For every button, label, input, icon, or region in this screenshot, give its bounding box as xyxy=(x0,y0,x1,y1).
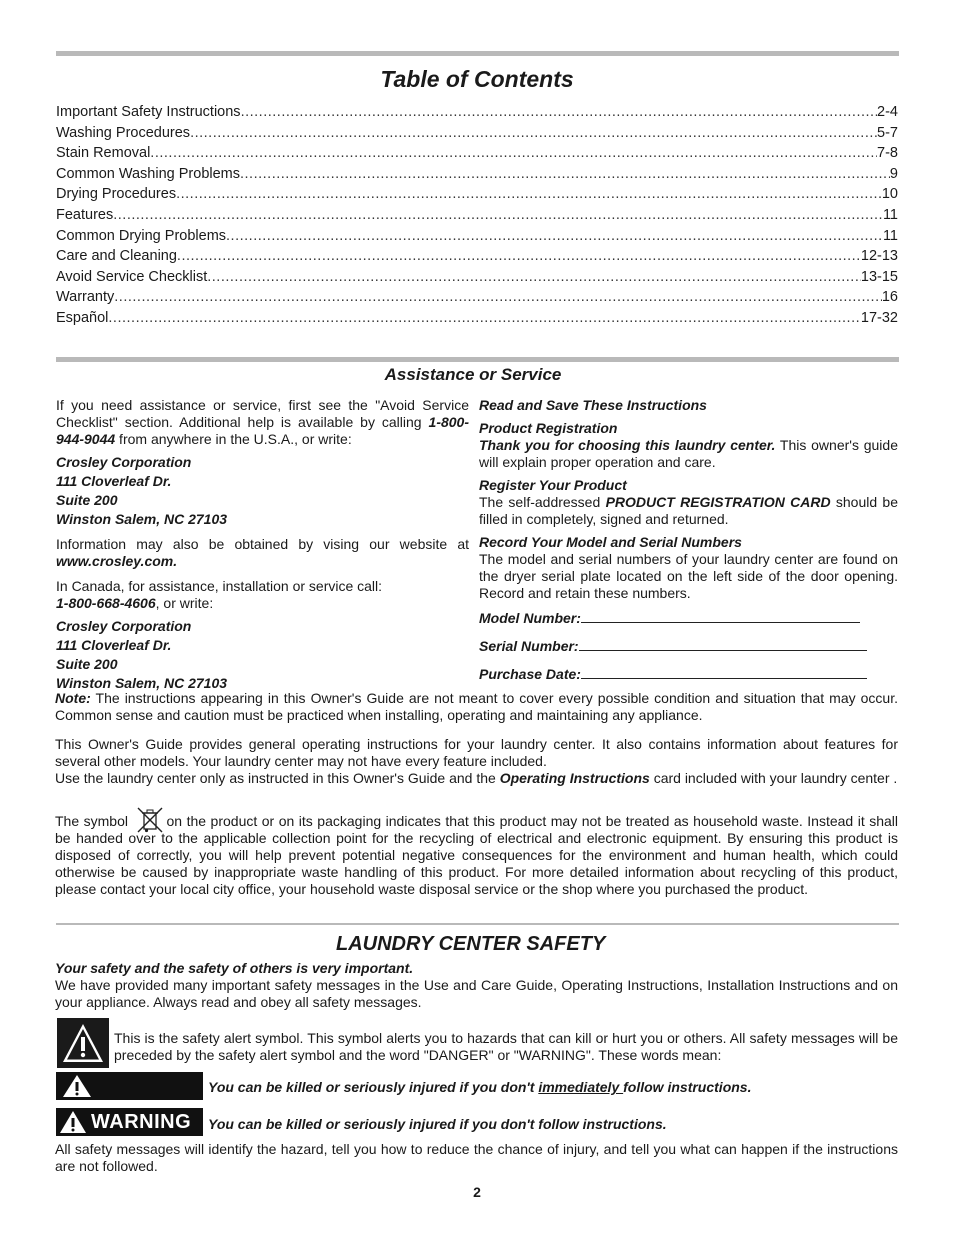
toc-entry-label: Common Drying Problems xyxy=(56,227,227,244)
toc-entry-page: 11 xyxy=(882,227,898,244)
recycling-paragraph: The symbol on the product or on its packaging indicates that this product may not be treated as household waste. Instead it shall be handed over to the applicable collection point for the recycling of electrical and electronic equipment. By ensuring this product is disposed of correctly, you will help prevent potential negative consequences for the environment and human health, which could otherwise be caused by inappropriate waste handling of this product. For more detailed information about recycling of this product, please contact your local city office, your household waste disposal service or the shop where you purchased the product. xyxy=(55,813,898,898)
toc-entry-label: Drying Procedures xyxy=(56,186,177,203)
toc-entry-page: 12-13 xyxy=(860,248,898,265)
toc-entry[interactable] xyxy=(56,145,898,166)
model-number-field[interactable]: Model Number: xyxy=(479,610,898,638)
safety-heading: LAUNDRY CENTER SAFETY xyxy=(336,933,606,955)
toc-entry-label: Avoid Service Checklist xyxy=(56,268,208,285)
canada-info: In Canada, for assistance, installation or service call: 1-800-668-4606, or write: xyxy=(56,578,383,611)
toc-entry-page: 16 xyxy=(881,289,898,306)
warning-label xyxy=(56,1108,203,1136)
warning-text: You can be killed or seriously injured if you don't follow instructions. xyxy=(208,1116,667,1132)
website-info: Information may also be obtained by vising our website at www.crosley.com. xyxy=(56,536,469,569)
us-phone-number[interactable]: 1-800-944-9044 xyxy=(56,414,469,447)
toc-entry[interactable] xyxy=(56,310,898,331)
assistance-left-column xyxy=(56,397,469,700)
toc-entry-page: 10 xyxy=(881,186,898,203)
toc-entry[interactable] xyxy=(56,248,898,269)
toc-entry-page: 11 xyxy=(882,206,898,223)
toc-entry-label: Features xyxy=(56,206,114,223)
assistance-heading: Assistance or Service xyxy=(384,365,562,384)
assistance-right-column xyxy=(479,397,898,690)
safety-rule xyxy=(56,923,899,925)
note-paragraph: Note: The instructions appearing in this Owner's Guide are not meant to cover every possible condition and situation that may occur. Common sense and caution must be practiced when installing, operating and maintaining any appliance. xyxy=(55,690,898,723)
canada-phone-number[interactable]: 1-800-668-4606 xyxy=(56,595,156,611)
warning-triangle-icon xyxy=(59,1110,87,1134)
toc-entry-page: 7-8 xyxy=(877,145,898,162)
read-save-heading: Read and Save These Instructions xyxy=(479,397,707,413)
toc-entry-label: Important Safety Instructions xyxy=(56,104,241,120)
toc-entry[interactable] xyxy=(56,289,898,310)
safety-alert-icon xyxy=(57,1018,109,1068)
toc-entry[interactable] xyxy=(56,228,898,249)
toc-entry[interactable] xyxy=(56,186,898,207)
serial-number-field[interactable]: Serial Number: xyxy=(479,638,898,666)
safety-subheading: Your safety and the safety of others is very important. xyxy=(55,960,414,976)
danger-label xyxy=(56,1072,203,1100)
purchase-date-field[interactable]: Purchase Date: xyxy=(479,666,898,690)
website-link[interactable]: www.crosley.com. xyxy=(56,553,178,569)
toc-list xyxy=(56,104,898,331)
toc-entry-page: 2-4 xyxy=(877,104,898,120)
safety-footer: All safety messages will identify the hazard, tell you how to reduce the chance of injury, and tell you what can happen if the instructions are not followed. xyxy=(55,1141,898,1174)
toc-entry[interactable] xyxy=(56,104,898,125)
top-rule xyxy=(56,51,899,56)
page-number: 2 xyxy=(473,1184,481,1200)
toc-entry-label: Common Washing Problems xyxy=(56,165,240,182)
us-address: Crosley Corporation 111 Cloverleaf Dr. Suite 200 Winston Salem, NC 27103 xyxy=(56,454,228,527)
toc-entry-page: 17-32 xyxy=(860,309,898,326)
toc-entry-label: Español xyxy=(56,309,109,326)
toc-entry-page: 9 xyxy=(889,165,898,182)
page-title: Table of Contents xyxy=(380,66,574,92)
canada-address: Crosley Corporation 111 Cloverleaf Dr. Suite 200 Winston Salem, NC 27103 xyxy=(56,618,228,691)
register-product: Register Your Product The self-addressed PRODUCT REGISTRATION CARD should be filled in completely, signed and returned. xyxy=(479,477,899,527)
danger-text: You can be killed or seriously injured if you don't immediately follow instructions. xyxy=(208,1079,752,1095)
toc-entry-label: Care and Cleaning xyxy=(56,248,177,265)
toc-entry[interactable] xyxy=(56,166,898,187)
toc-entry-label: Washing Procedures xyxy=(56,124,191,141)
toc-entry[interactable] xyxy=(56,269,898,290)
guide-paragraph: This Owner's Guide provides general operating instructions for your laundry center. It also contains information about features for several other models. Your laundry center may not have every feature included. Use the laundry center only as instructed in this Owner's Guide and the Operating Instructions card included with your laundry center . xyxy=(55,736,898,786)
section-rule xyxy=(56,357,899,362)
warning-triangle-icon xyxy=(62,1074,92,1098)
record-numbers: Record Your Model and Serial Numbers The model and serial numbers of your laundry center are found on the dryer serial plate located on the left side of the door opening. Record and retain these numbers. xyxy=(479,534,898,601)
toc-entry[interactable] xyxy=(56,207,898,228)
alert-explanation: This is the safety alert symbol. This symbol alerts you to hazards that can kill or hurt you or others. All safety messages will be preceded by the safety alert symbol and the word "DANGER" or "WARNING". These words mean: xyxy=(114,1030,898,1063)
safety-intro: We have provided many important safety messages in the Use and Care Guide, Operating Instructions, Installation Instructions and on your appliance. Always read and obey all safety messages. xyxy=(55,977,898,1010)
toc-entry-page: 5-7 xyxy=(877,124,898,141)
warning-word: WARNING xyxy=(91,1110,192,1133)
toc-entry-label: Stain Removal xyxy=(56,145,151,162)
toc-entry-label: Warranty xyxy=(56,289,115,306)
assistance-intro: If you need assistance or service, first see the "Avoid Service Checklist" section. Additional help is available by calling 1-800-944-9044 from anywhere in the U.S.A., or write: xyxy=(56,397,469,447)
toc-entry-page: 13-15 xyxy=(860,268,898,285)
toc-entry[interactable] xyxy=(56,125,898,146)
product-registration: Product Registration Thank you for choosing this laundry center. This owner's guide will explain proper operation and care. xyxy=(479,420,898,470)
